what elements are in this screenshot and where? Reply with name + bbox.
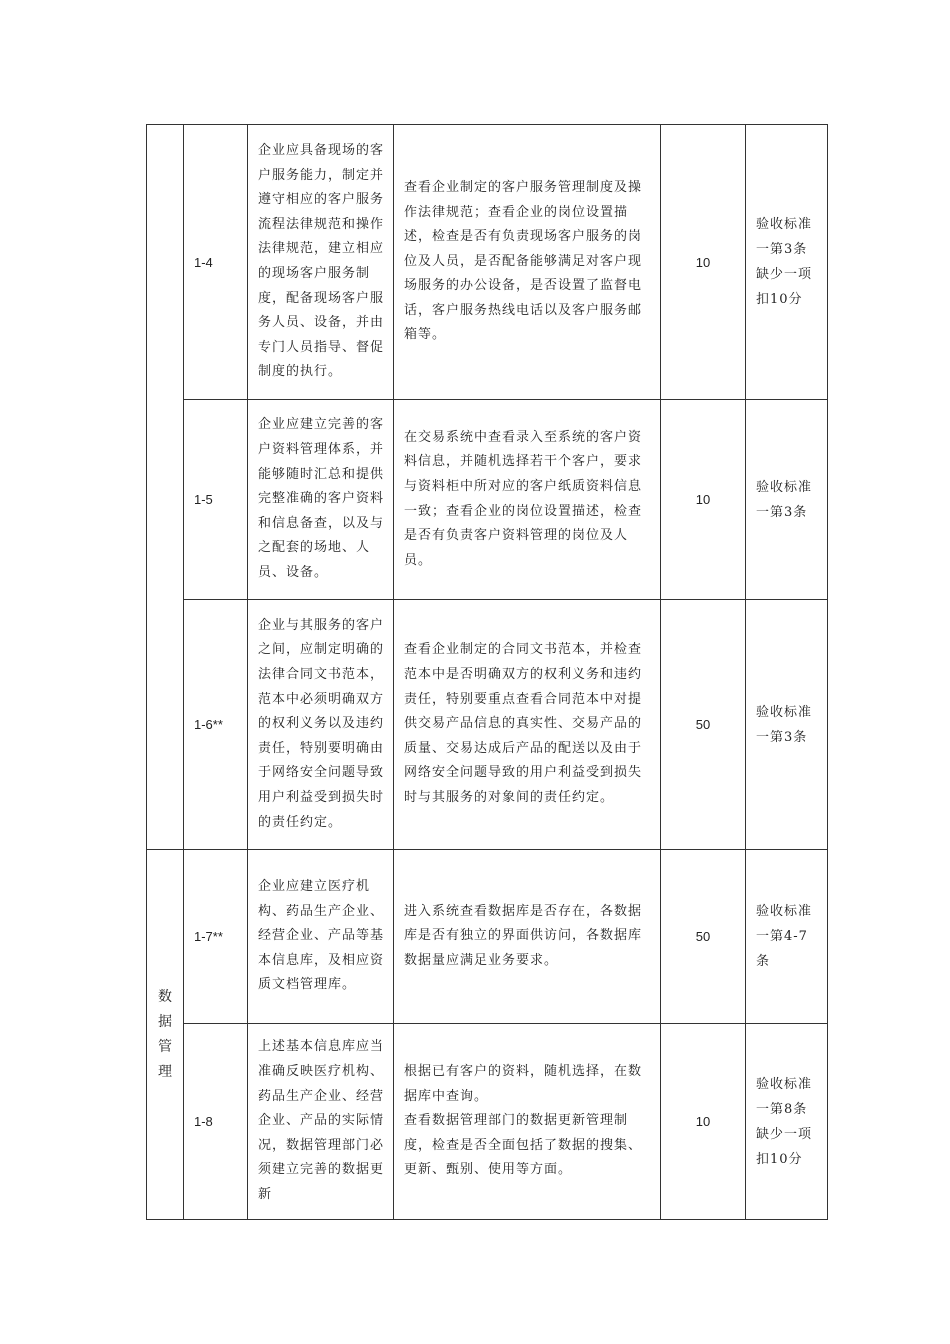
score: 10 (661, 400, 746, 600)
item-id: 1-7** (184, 850, 248, 1024)
score: 50 (661, 600, 746, 850)
inspection-method: 查看企业制定的客户服务管理制度及操作法律规范；查看企业的岗位设置描述，检查是否有负责现场客户服务的岗位及人员，是否配备能够满足对客户现场服务的办公设备，是否设置了监督电话，客户服务热线电话以及客户服务邮箱等。 (394, 125, 661, 400)
score: 10 (661, 125, 746, 400)
acceptance-note: 验收标准一第3条 (746, 600, 828, 850)
requirement-text: 上述基本信息库应当准确反映医疗机构、药品生产企业、经营企业、产品的实际情况，数据管理部门必须建立完善的数据更新 (248, 1024, 394, 1220)
inspection-method: 查看企业制定的合同文书范本，并检查范本中是否明确双方的权利义务和违约责任，特别要重点查看合同范本中对提供交易产品信息的真实性、交易产品的质量、交易达成后产品的配送以及由于网络安全问题导致的用户利益受到损失时与其服务的对象间的责任约定。 (394, 600, 661, 850)
acceptance-note: 验收标准一第3条 (746, 400, 828, 600)
requirement-text: 企业应具备现场的客户服务能力，制定并遵守相应的客户服务流程法律规范和操作法律规范，建立相应的现场客户服务制度，配备现场客户服务人员、设备，并由专门人员指导、督促制度的执行。 (248, 125, 394, 400)
inspection-method: 在交易系统中查看录入至系统的客户资料信息，并随机选择若干个客户，要求与资料柜中所对应的客户纸质资料信息一致；查看企业的岗位设置描述，检查是否有负责客户资料管理的岗位及人员。 (394, 400, 661, 600)
table-row (147, 400, 828, 600)
category-cell (147, 125, 184, 850)
inspection-method: 根据已有客户的资料，随机选择，在数据库中查询。 查看数据管理部门的数据更新管理制度，检查是否全面包括了数据的搜集、更新、甄别、使用等方面。 (394, 1024, 661, 1220)
item-id: 1-4 (184, 125, 248, 400)
category-label: 数据管理 (158, 988, 172, 1080)
category-cell (147, 850, 184, 1220)
requirements-table (146, 124, 828, 1220)
score: 50 (661, 850, 746, 1024)
acceptance-note: 验收标准一第8条缺少一项扣10分 (746, 1024, 828, 1220)
item-id: 1-6** (184, 600, 248, 850)
table-row (147, 600, 828, 850)
requirement-text: 企业应建立医疗机构、药品生产企业、经营企业、产品等基本信息库，及相应资质文档管理库。 (248, 850, 394, 1024)
table-row (147, 125, 828, 400)
table-row (147, 1024, 828, 1220)
acceptance-note: 验收标准一第3条缺少一项扣10分 (746, 125, 828, 400)
table-row (147, 850, 828, 1024)
acceptance-note: 验收标准一第4-7条 (746, 850, 828, 1024)
item-id: 1-8 (184, 1024, 248, 1220)
score: 10 (661, 1024, 746, 1220)
requirement-text: 企业与其服务的客户之间，应制定明确的法律合同文书范本，范本中必须明确双方的权利义务以及违约责任，特别要明确由于网络安全问题导致用户利益受到损失时的责任约定。 (248, 600, 394, 850)
item-id: 1-5 (184, 400, 248, 600)
requirement-text: 企业应建立完善的客户资料管理体系，并能够随时汇总和提供完整准确的客户资料和信息备查，以及与之配套的场地、人员、设备。 (248, 400, 394, 600)
inspection-method: 进入系统查看数据库是否存在，各数据库是否有独立的界面供访问，各数据库数据量应满足业务要求。 (394, 850, 661, 1024)
